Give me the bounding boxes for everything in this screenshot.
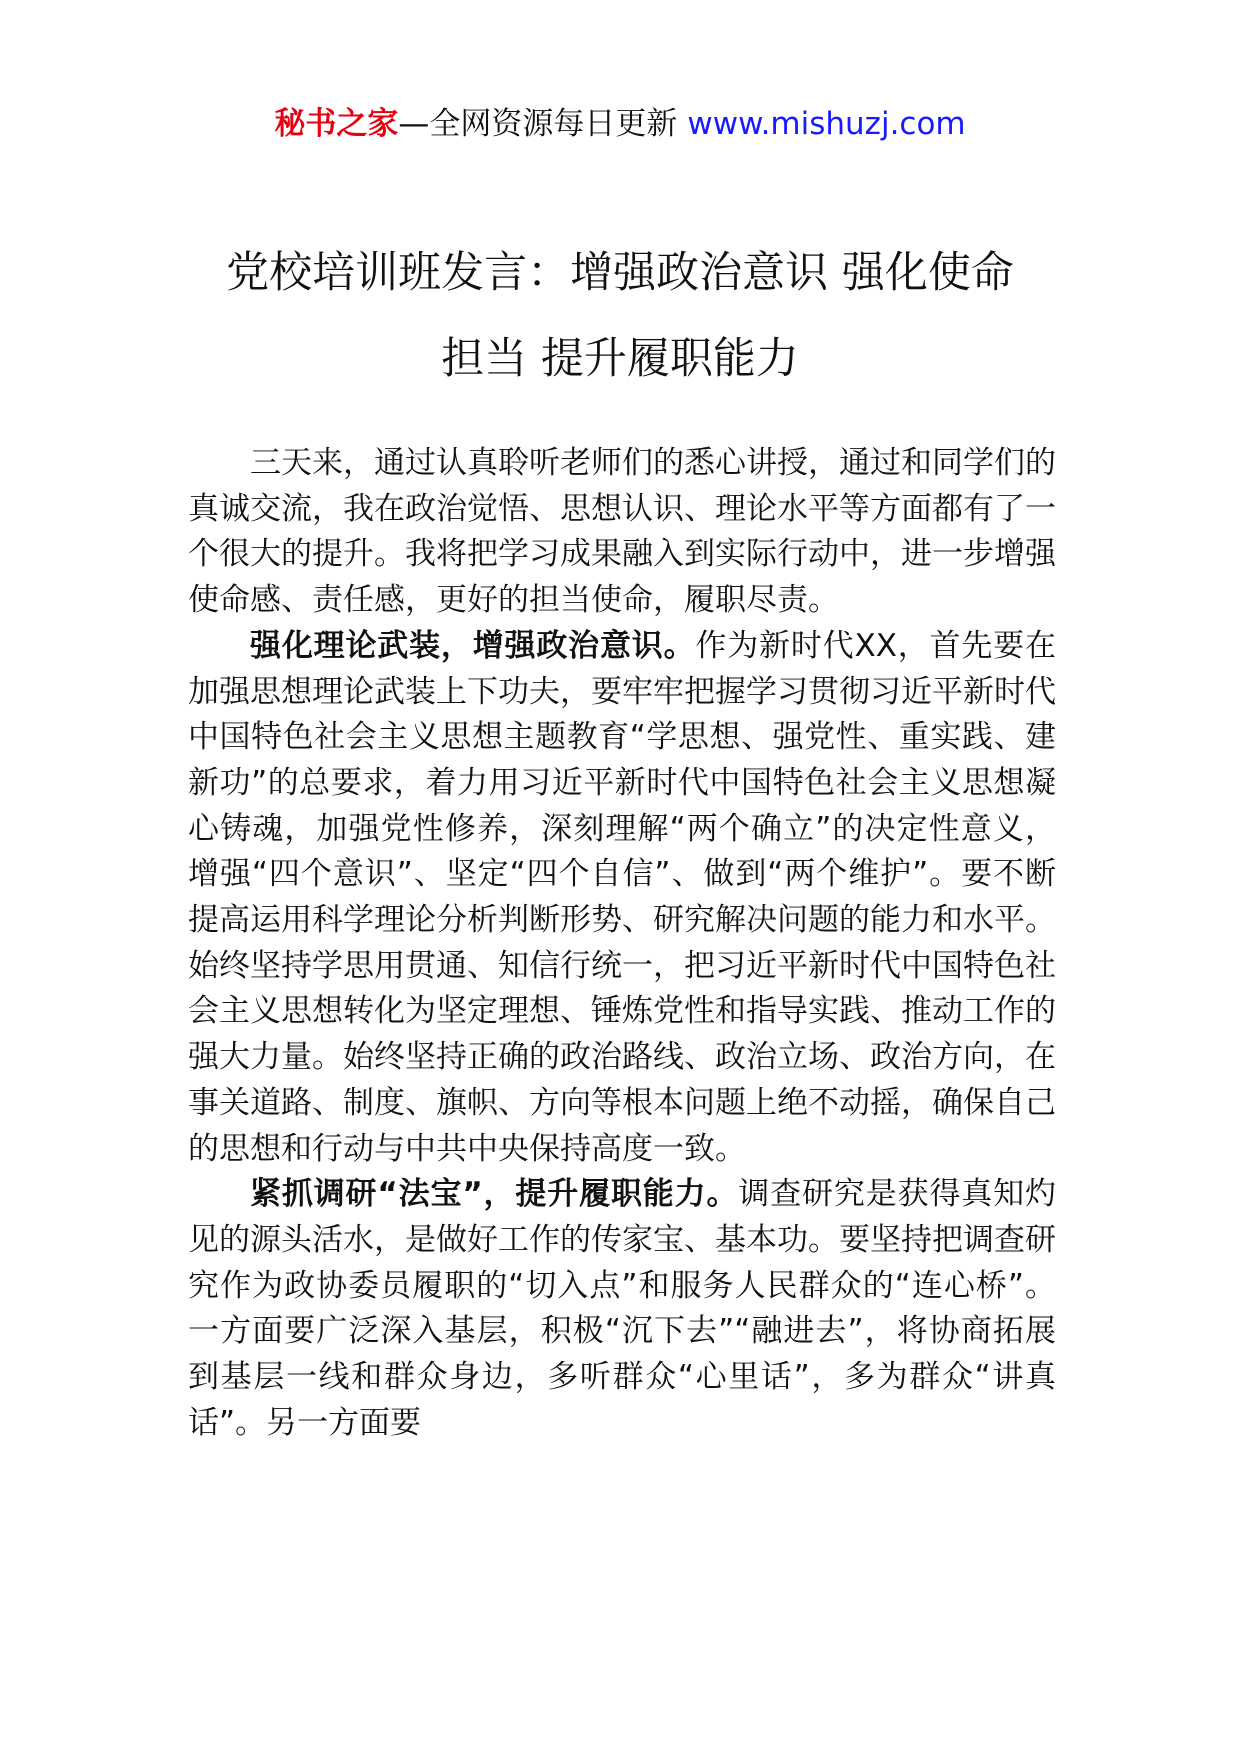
document-title [160, 230, 1080, 402]
site-header [0, 100, 1240, 148]
paragraph-theory [188, 624, 1056, 1172]
paragraph-research [188, 1172, 1056, 1446]
site-tagline: —全网资源每日更新 [398, 106, 678, 142]
site-url-link[interactable]: www.mishuzj.com [687, 106, 966, 142]
paragraph-lead: 紧抓调研“法宝”，提升履职能力。 [250, 1176, 739, 1213]
paragraph-lead: 强化理论武装，增强政治意识。 [250, 627, 696, 664]
site-brand: 秘书之家 [274, 106, 399, 142]
paragraph-intro [188, 441, 1056, 624]
document-title-line-2: 担当 提升履职能力 [441, 334, 799, 384]
document-title-line-1: 党校培训班发言：增强政治意识 强化使命 [226, 248, 1014, 298]
paragraph-text: 三天来，通过认真聆听老师们的悉心讲授，通过和同学们的真诚交流，我在政治觉悟、思想认识、理论水平等方面都有了一个很大的提升。我将把学习成果融入到实际行动中，进一步增强使命感、责任感，更好的担当使命，履职尽责。 [188, 445, 1056, 619]
document-body [188, 441, 1056, 1446]
paragraph-text: 作为新时代XX，首先要在加强思想理论武装上下功夫，要牢牢把握学习贯彻习近平新时代中国特色社会主义思想主题教育“学思想、强党性、重实践、建新功”的总要求，着力用习近平新时代中国特色社会主义思想凝心铸魂，加强党性修养，深刻理解“两个确立”的决定性意义，增强“四个意识”、坚定“四个自信”、做到“两个维护”。要不断提高运用科学理论分析判断形势、研究解决问题的能力和水平。始终坚持学思用贯通、知信行统一，把习近平新时代中国特色社会主义思想转化为坚定理想、锤炼党性和指导实践、推动工作的强大力量。始终坚持正确的政治路线、政治立场、政治方向，在事关道路、制度、旗帜、方向等根本问题上绝不动摇，确保自己的思想和行动与中共中央保持高度一致。 [188, 627, 1056, 1167]
paragraph-text: 调查研究是获得真知灼见的源头活水，是做好工作的传家宝、基本功。要坚持把调查研究作为政协委员履职的“切入点”和服务人民群众的“连心桥”。一方面要广泛深入基层，积极“沉下去”“融进去”，将协商拓展到基层一线和群众身边，多听群众“心里话”，多为群众“讲真话”。另一方面要 [188, 1176, 1057, 1441]
